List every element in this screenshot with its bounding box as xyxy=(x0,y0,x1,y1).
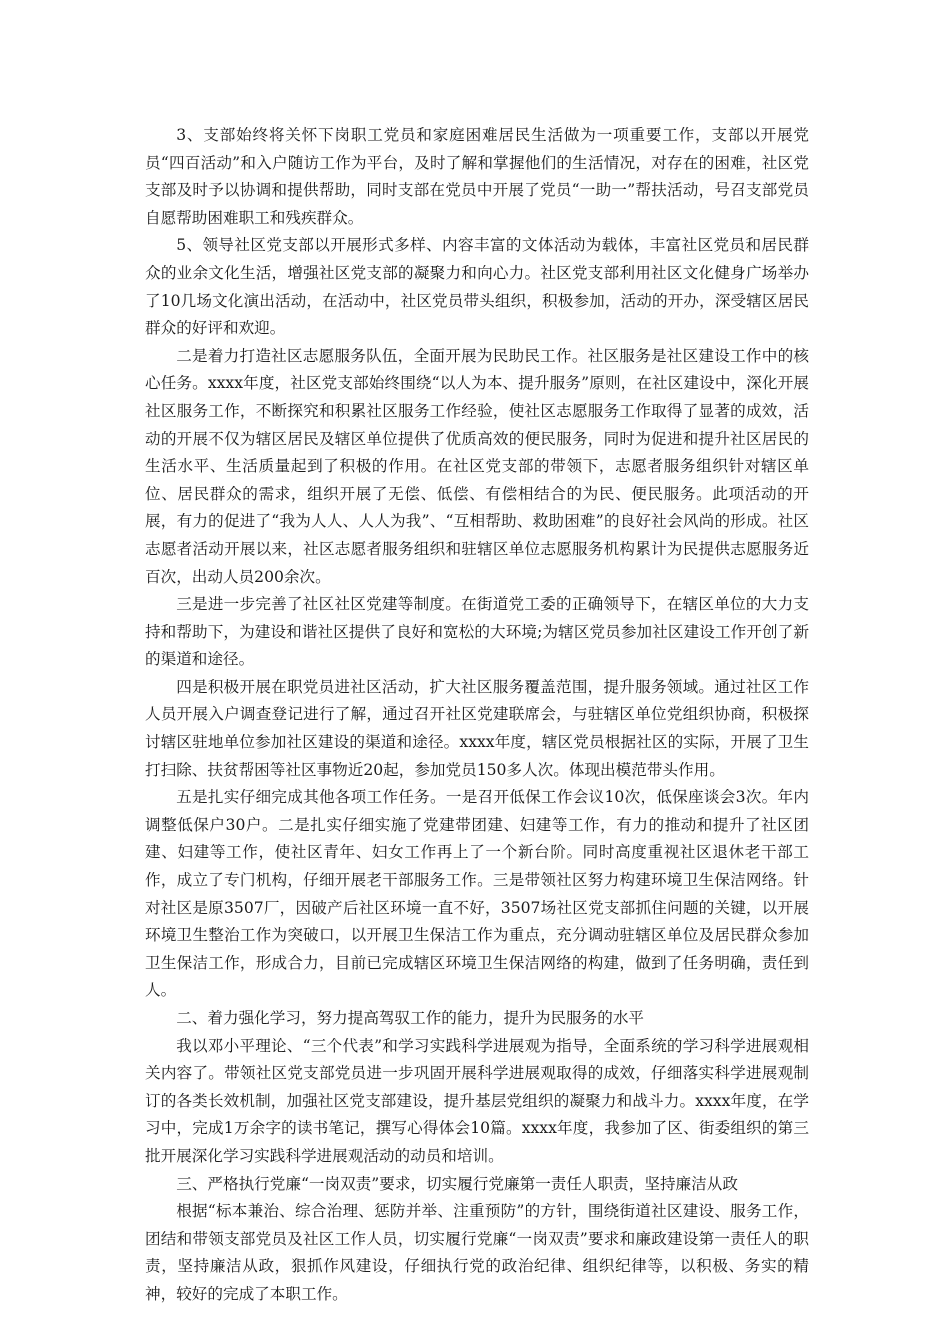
paragraph-members-into-community: 四是积极开展在职党员进社区活动，扩大社区服务覆盖范围，提升服务领域。通过社区工作人员开展入户调查登记进行了解，通过召开社区党建联席会，与驻辖区单位党组织协商，积极探讨辖区驻地单位参加社区建设的渠道和途径。xxxx年度，辖区党员根据社区的实际，开展了卫生打扫除、扶贫帮困等社区事物近20起，参加党员150多人次。体现出模范带头作用。 xyxy=(145,677,809,779)
paragraph-volunteer-service: 二是着力打造社区志愿服务队伍，全面开展为民助民工作。社区服务是社区建设工作中的核心任务。xxxx年度，社区党支部始终围绕“以人为本、提升服务”原则，在社区建设中，深化开展社区服务工作，不断探究和积累社区服务工作经验，使社区志愿服务工作取得了显著的成效，活动的开展不仅为辖区居民及辖区单位提供了优质高效的便民服务，同时为促进和提升社区居民的生活水平、生活质量起到了积极的作用。在社区党支部的带领下，志愿者服务组织针对辖区单位、居民群众的需求，组织开展了无偿、低偿、有偿相结合的为民、便民服务。此项活动的开展，有力的促进了“我为人人、人人为我”、“互相帮助、救助困难”的良好社会风尚的形成。社区志愿者活动开展以来，社区志愿者服务组织和驻辖区单位志愿服务机构累计为民提供志愿服务近百次，出动人员200余次。 xyxy=(145,346,809,586)
document-page xyxy=(145,122,809,1309)
section-heading-study: 二、着力强化学习，努力提高驾驭工作的能力，提升为民服务的水平 xyxy=(176,1009,645,1027)
paragraph-integrity: 根据“标本兼治、综合治理、惩防并举、注重预防”的方针，围绕街道社区建设、服务工作，团结和带领支部党员及社区工作人员，切实履行党廉“一岗双责”要求和廉政建设第一责任人的职责，坚持廉洁从政，狠抓作风建设，仔细执行党的政治纪律、组织纪律等，以积极、务实的精神，较好的完成了本职工作。 xyxy=(145,1202,809,1303)
paragraph-study: 我以邓小平理论、“三个代表”和学习实践科学进展观为指导，全面系统的学习科学进展观相关内容了。带领社区党支部党员进一步巩固开展科学进展观取得的成效，仔细落实科学进展观制订的各类长效机制，加强社区党支部建设，提升基层党组织的凝聚力和战斗力。xxxx年度，在学习中，完成1万余字的读书笔记，撰写心得体会10篇。xxxx年度，我参加了区、街委组织的第三批开展深化学习实践科学进展观活动的动员和培训。 xyxy=(145,1036,809,1165)
paragraph-support-laid-off-members: 3、支部始终将关怀下岗职工党员和家庭困难居民生活做为一项重要工作，支部以开展党员“四百活动”和入户随访工作为平台，及时了解和掌握他们的生活情况，对存在的困难，社区党支部及时予以协调和提供帮助，同时支部在党员中开展了党员“一助一”帮扶活动，号召支部党员自愿帮助困难职工和残疾群众。 xyxy=(145,126,809,227)
section-heading-integrity: 三、严格执行党廉“一岗双责”要求，切实履行党廉第一责任人职责，坚持廉洁从政 xyxy=(176,1174,738,1193)
paragraph-party-system: 三是进一步完善了社区社区党建等制度。在街道党工委的正确领导下，在辖区单位的大力支持和帮助下，为建设和谐社区提供了良好和宽松的大环境;为辖区党员参加社区建设工作开创了新的渠道和途径。 xyxy=(145,595,809,669)
paragraph-other-tasks: 五是扎实仔细完成其他各项工作任务。一是召开低保工作会议10次，低保座谈会3次。年内调整低保户30户。二是扎实仔细实施了党建带团建、妇建等工作，有力的推动和提升了社区团建、妇建等工作，使社区青年、妇女工作再上了一个新台阶。同时高度重视社区退休老干部工作，成立了专门机构，仔细开展老干部服务工作。三是带领社区努力构建环境卫生保洁网络。针对社区是原3507厂，因破产后社区环境一直不好，3507场社区党支部抓住问题的关键，以开展环境卫生整治工作为突破口，以开展卫生保洁工作为重点，充分调动驻辖区单位及居民群众参加卫生保洁工作，形成合力，目前已完成辖区环境卫生保洁网络的构建，做到了任务明确，责任到人。 xyxy=(145,788,809,1000)
paragraph-cultural-activities: 5、领导社区党支部以开展形式多样、内容丰富的文体活动为载体，丰富社区党员和居民群众的业余文化生活，增强社区党支部的凝聚力和向心力。社区党支部利用社区文化健身广场举办了10几场文化演出活动，在活动中，社区党员带头组织，积极参加，活动的开办，深受辖区居民群众的好评和欢迎。 xyxy=(145,236,809,338)
